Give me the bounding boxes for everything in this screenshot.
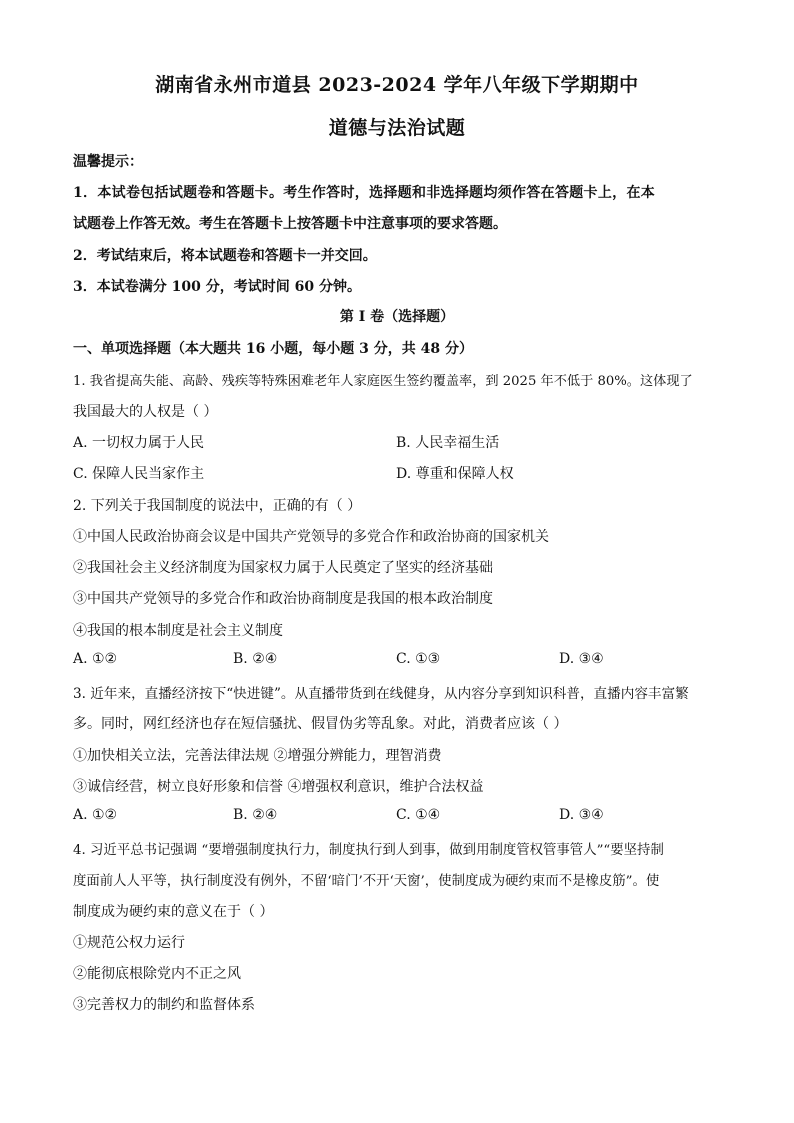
- q1-option-c: C. 保障人民当家作主: [73, 466, 205, 482]
- section-title: 第 I 卷（选择题）: [339, 309, 455, 325]
- q3-option-d: D. ③④: [559, 807, 604, 823]
- q1-option-d: D. 尊重和保障人权: [396, 466, 514, 482]
- exam-subtitle: 道德与法治试题: [328, 117, 466, 139]
- q1-stem-line-1: 1. 我省提高失能、高龄、残疾等特殊困难老年人家庭医生签约覆盖率，到 2025 年不低于 80%。这体现了: [73, 374, 693, 389]
- q4-stem-line-3: 制度成为硬约束的意义在于（ ）: [73, 904, 274, 920]
- q2-statement-3: ③中国共产党领导的多党合作和政治协商制度是我国的根本政治制度: [73, 591, 493, 607]
- q3-stem-line-1: 3. 近年来，直播经济按下“快进键”。从直播带货到在线健身，从内容分享到知识科普，直播内容丰富繁: [73, 686, 689, 702]
- q4-stem-line-1: 4. 习近平总书记强调 “要增强制度执行力，制度执行到人到事，做到用制度管权管事管人”“要坚持制: [73, 843, 664, 858]
- tip-3: 3．本试卷满分 100 分，考试时间 60 分钟。: [73, 279, 361, 295]
- q2-option-a: A. ①②: [73, 651, 118, 667]
- q2-stem: 2. 下列关于我国制度的说法中，正确的有（ ）: [73, 498, 362, 514]
- tip-1-line-2: 试题卷上作答无效。考生在答题卡上按答题卡中注意事项的要求答题。: [73, 216, 507, 232]
- q2-statement-1: ①中国人民政治协商会议是中国共产党领导的多党合作和政治协商的国家机关: [73, 529, 549, 545]
- tip-2: 2．考试结束后，将本试题卷和答题卡一并交回。: [73, 248, 377, 264]
- q4-statement-3: ③完善权力的制约和监督体系: [73, 997, 255, 1013]
- exam-title: 湖南省永州市道县 2023-2024 学年八年级下学期期中: [155, 74, 639, 96]
- q4-statement-2: ②能彻底根除党内不正之风: [73, 966, 241, 982]
- q3-option-c: C. ①④: [396, 807, 441, 823]
- q3-statements-1: ①加快相关立法，完善法律法规 ②增强分辨能力，理智消费: [73, 748, 442, 764]
- q4-stem-line-2: 度面前人人平等，执行制度没有例外，不留‘暗门’不开‘天窗’，使制度成为硬约束而不是橡皮筋”。使: [73, 874, 660, 889]
- q2-statement-4: ④我国的根本制度是社会主义制度: [73, 623, 283, 639]
- q3-option-a: A. ①②: [73, 807, 118, 823]
- q4-statement-1: ①规范公权力运行: [73, 935, 185, 951]
- q1-option-a: A. 一切权力属于人民: [73, 435, 205, 451]
- q1-option-b: B. 人民幸福生活: [396, 435, 500, 451]
- q3-option-b: B. ②④: [233, 807, 278, 823]
- tip-1-line-1: 1．本试卷包括试题卷和答题卡。考生作答时，选择题和非选择题均须作答在答题卡上，在本: [73, 185, 656, 201]
- tips-header: 温馨提示：: [73, 154, 143, 170]
- q1-stem-line-2: 我国最大的人权是（ ）: [73, 404, 218, 420]
- q3-stem-line-2: 多。同时，网红经济也存在短信骚扰、假冒伪劣等乱象。对此，消费者应该（ ）: [73, 716, 568, 732]
- part-title: 一、单项选择题（本大题共 16 小题，每小题 3 分，共 48 分）: [73, 341, 473, 357]
- q2-option-b: B. ②④: [233, 651, 278, 667]
- q2-statement-2: ②我国社会主义经济制度为国家权力属于人民奠定了坚实的经济基础: [73, 560, 493, 576]
- q2-option-d: D. ③④: [559, 651, 604, 667]
- q2-option-c: C. ①③: [396, 651, 441, 667]
- q3-statements-2: ③诚信经营，树立良好形象和信誉 ④增强权利意识，维护合法权益: [73, 779, 484, 795]
